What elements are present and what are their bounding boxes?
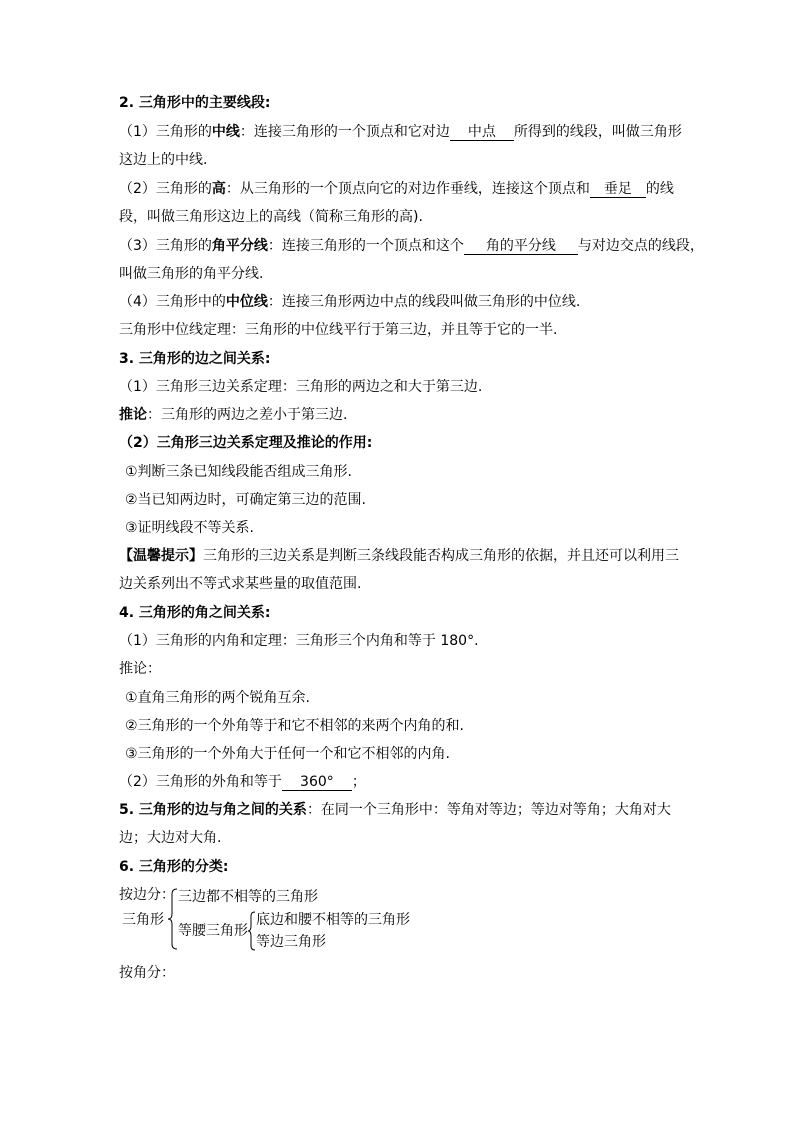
- s4-p1: （1）三角形的内角和定理：三角形三个内角和等于 180°.: [119, 633, 479, 649]
- s3-corollary: 推论：三角形的两边之差小于第三边.: [119, 407, 348, 423]
- s2-p1-line1: （1）三角形的中线：连接三角形的一个顶点和它对边 中点 所得到的线段，叫做三角形: [119, 124, 682, 140]
- tree-leaf-equilateral: 等边三角形: [256, 934, 326, 950]
- s3-use-3: ③证明线段不等关系.: [125, 520, 255, 536]
- s2-p2-line1: （2）三角形的高：从三角形的一个顶点向它的对边作垂线，连接这个顶点和 垂足 的线: [119, 181, 674, 197]
- term-altitude: 高: [211, 181, 226, 197]
- s5-line2: 边；大边对大角.: [119, 830, 222, 846]
- s3-use-1: ①判断三条已知线段能否组成三角形.: [125, 464, 353, 480]
- s4-p2: （2）三角形的外角和等于 360° ；: [119, 774, 366, 790]
- term-midline: 中位线: [225, 294, 268, 310]
- section-6-heading: 6. 三角形的分类:: [119, 859, 229, 875]
- section-2-heading: 2. 三角形中的主要线段:: [119, 95, 271, 111]
- by-angle-label: 按角分：: [119, 965, 175, 981]
- blank-midpoint: 中点: [450, 124, 514, 141]
- tree-leaf-non-equilateral: 底边和腰不相等的三角形: [256, 912, 410, 928]
- s2-p1-line2: 这边上的中线.: [119, 152, 208, 168]
- section-3-heading: 3. 三角形的边之间关系:: [119, 351, 271, 367]
- s2-p3-line2: 叫做三角形的角平分线.: [119, 266, 264, 282]
- brace-inner: [248, 911, 256, 951]
- corollary-label: 推论: [119, 407, 147, 423]
- brace-outer: [168, 888, 178, 950]
- by-side-label: 按边分：: [119, 887, 175, 903]
- term-median: 中线: [211, 124, 240, 140]
- s3-p1: （1）三角形三边关系定理：三角形的两边之和大于第三边.: [119, 379, 483, 395]
- section-5-heading: 5. 三角形的边与角之间的关系: [119, 802, 307, 818]
- s3-use-2: ②当已知两边时，可确定第三边的范围.: [125, 492, 366, 508]
- blank-angle-bisector: 角的平分线: [464, 238, 578, 255]
- tip-label: 【温馨提示】: [119, 548, 203, 564]
- s2-p4: （4）三角形中的中位线：连接三角形两边中点的线段叫做三角形的中位线.: [119, 294, 581, 310]
- s2-p2-line2: 段，叫做三角形这边上的高线（简称三角形的高).: [119, 209, 423, 225]
- s3-tip-line1: 【温馨提示】三角形的三边关系是判断三条线段能否构成三角形的依据，并且还可以利用三: [119, 548, 679, 564]
- s3-tip-line2: 边关系列出不等式求某些量的取值范围.: [119, 576, 362, 592]
- term-angle-bisector: 角平分线: [211, 238, 268, 254]
- tree-branch-isosceles: 等腰三角形: [178, 923, 248, 939]
- tree-branch-scalene: 三边都不相等的三角形: [178, 889, 318, 905]
- s4-corollary: 推论：: [119, 661, 161, 677]
- s3-p2-heading: （2）三角形三边关系定理及推论的作用:: [119, 435, 373, 451]
- s5-line1: 5. 三角形的边与角之间的关系：在同一个三角形中：等角对等边；等边对等角；大角对大: [119, 802, 671, 818]
- s4-item-3: ③三角形的一个外角大于任何一个和它不相邻的内角.: [125, 746, 450, 762]
- section-4-heading: 4. 三角形的角之间关系:: [119, 605, 271, 621]
- blank-exterior-sum: 360°: [282, 774, 352, 791]
- midline-theorem: 三角形中位线定理：三角形的中位线平行于第三边，并且等于它的一半.: [119, 322, 558, 338]
- s2-p3-line1: （3）三角形的角平分线：连接三角形的一个顶点和这个 角的平分线 与对边交点的线段，: [119, 238, 704, 254]
- blank-foot: 垂足: [590, 181, 646, 198]
- tree-root: 三角形: [122, 912, 164, 928]
- s4-item-2: ②三角形的一个外角等于和它不相邻的来两个内角的和.: [125, 718, 464, 734]
- s4-item-1: ①直角三角形的两个锐角互余.: [125, 690, 311, 706]
